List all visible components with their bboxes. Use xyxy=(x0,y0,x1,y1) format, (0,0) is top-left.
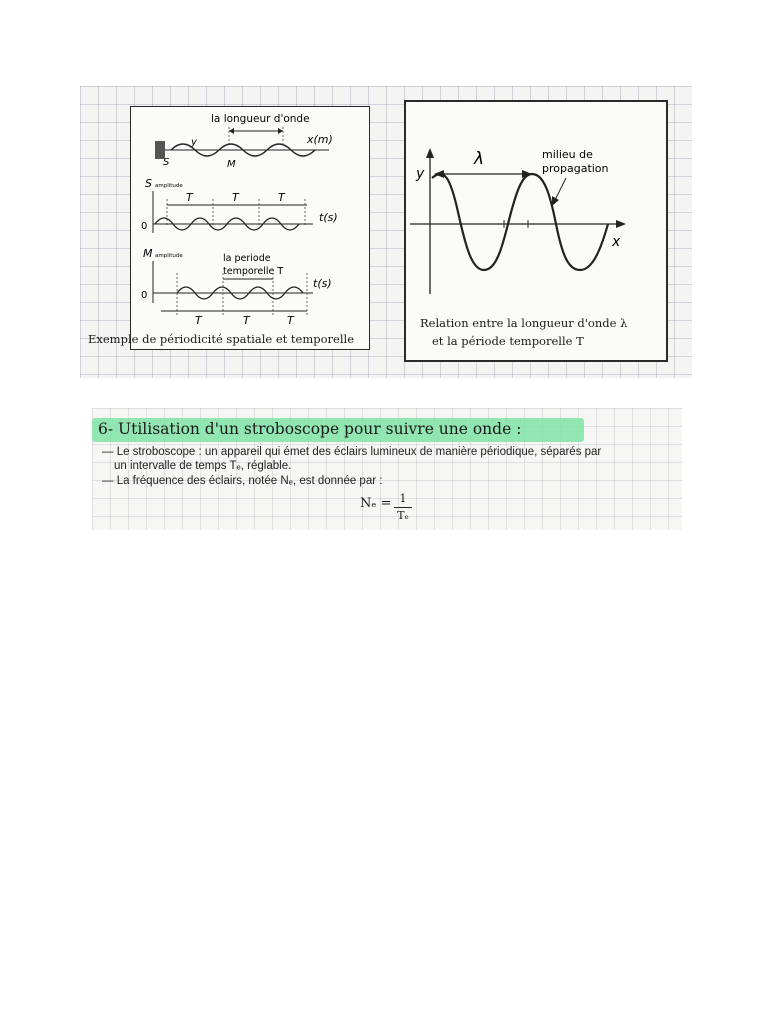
sine-wave-curve xyxy=(432,174,608,270)
arrow-head xyxy=(229,128,234,134)
arrow-head xyxy=(278,128,283,134)
period-label-line2: temporelle T xyxy=(223,266,284,277)
period-t-label: T xyxy=(195,314,202,327)
section-heading: 6- Utilisation d'un stroboscope pour suivre une onde : xyxy=(98,420,522,438)
formula-numerator: 1 xyxy=(399,492,407,505)
amplitude-small-label: amplitude xyxy=(155,253,183,259)
right-figure-caption-line2: et la période temporelle T xyxy=(432,334,584,348)
periodicity-figure xyxy=(131,107,369,349)
x-axis-label: x xyxy=(612,234,621,250)
period-t-label: T xyxy=(243,314,250,327)
definition-line-1: — Le stroboscope : un appareil qui émet des éclairs lumineux de manière périodique, séparés par xyxy=(102,446,602,458)
definition-line-3: — La fréquence des éclairs, notée Nₑ, est donnée par : xyxy=(102,475,383,487)
notebook-photo-figures xyxy=(80,86,692,378)
amplitude-small-label: amplitude xyxy=(155,183,183,189)
y-axis-arrow xyxy=(426,148,434,158)
arrow-head xyxy=(552,196,559,206)
fraction-bar xyxy=(394,507,412,508)
x-axis-arrow xyxy=(616,220,626,228)
zero-label: 0 xyxy=(141,221,148,232)
left-figure-caption: Exemple de périodicité spatiale et temporelle xyxy=(88,332,354,346)
zero-label: 0 xyxy=(141,290,148,301)
m-amp-label: M xyxy=(143,247,153,260)
y-axis-label: y xyxy=(416,166,425,182)
wavelength-figure-panel xyxy=(404,100,668,362)
period-label-line1: la periode xyxy=(223,253,271,264)
periodicity-figure-panel xyxy=(130,106,370,350)
period-t-label: T xyxy=(278,191,285,204)
xm-label: x(m) xyxy=(307,133,333,146)
wavelength-label: la longueur d'onde xyxy=(211,113,310,125)
ts-label: t(s) xyxy=(319,211,338,224)
s-amp-label: S xyxy=(145,177,152,190)
formula-left: Nₑ = xyxy=(360,496,392,511)
medium-label-line2: propagation xyxy=(542,162,609,175)
source-label: S xyxy=(163,157,170,168)
notebook-photo-text xyxy=(92,408,682,530)
period-t-label: T xyxy=(232,191,239,204)
lambda-label: λ xyxy=(474,149,485,169)
definition-line-2: un intervalle de temps Tₑ, réglable. xyxy=(114,460,292,472)
ts-label: t(s) xyxy=(313,277,332,290)
frequency-formula xyxy=(360,496,391,511)
point-m-label: M xyxy=(227,159,236,170)
medium-label-line1: milieu de xyxy=(542,148,593,161)
wavelength-figure xyxy=(406,102,664,312)
period-t-label: T xyxy=(287,314,294,327)
period-t-label: T xyxy=(186,191,193,204)
right-figure-caption-line1: Relation entre la longueur d'onde λ xyxy=(420,316,628,330)
formula-denominator: Tₑ xyxy=(397,509,409,522)
y-label: y xyxy=(191,137,197,148)
